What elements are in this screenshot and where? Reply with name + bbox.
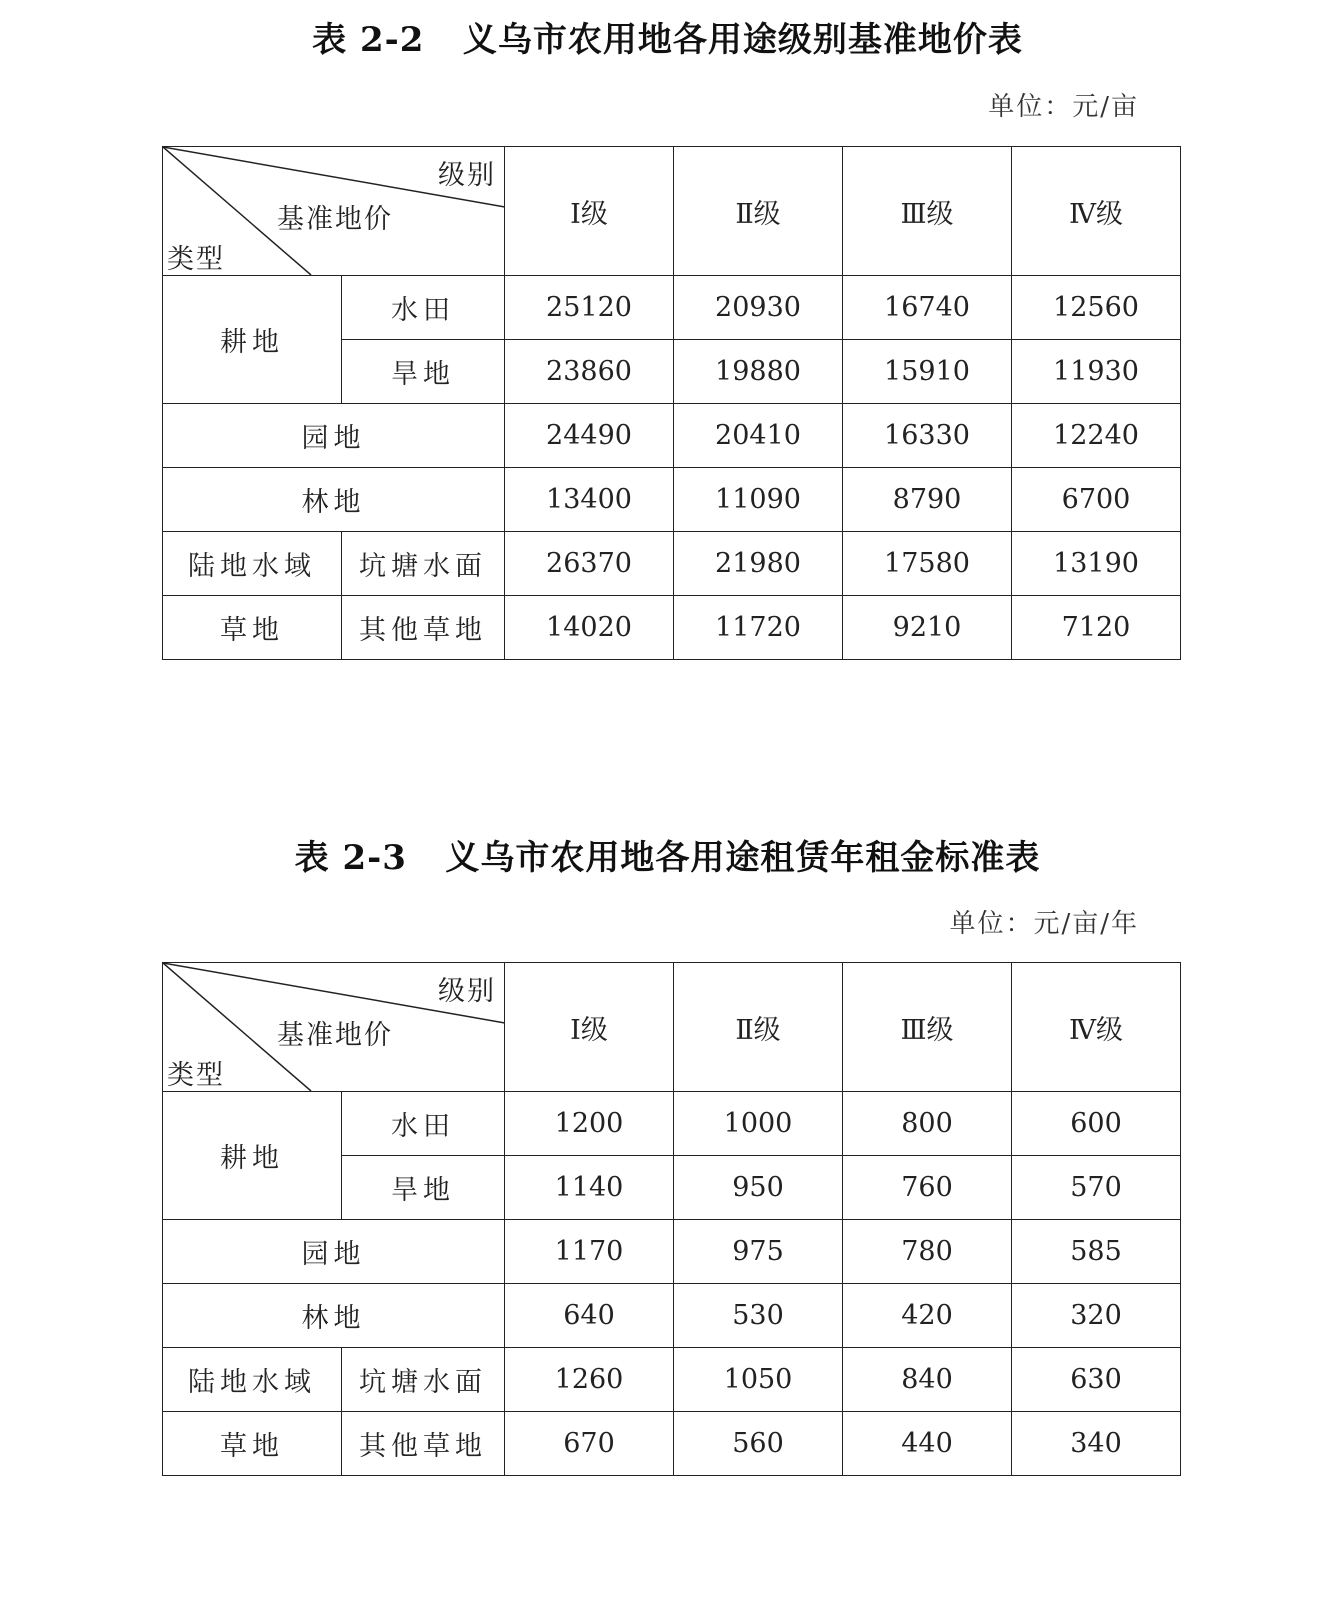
table-row [163,1284,1181,1348]
row-sublabel: 坑塘水面 [342,1348,505,1412]
diag-label-level: 级别 [438,160,496,191]
table-cell: 780 [843,1220,1012,1284]
table-row [163,1092,1181,1156]
rent-table [162,962,1181,1476]
table-cell: 19880 [674,340,843,404]
table-row [163,1220,1181,1284]
table-cell: 16740 [843,276,1012,340]
table-cell: 800 [843,1092,1012,1156]
table-cell: 950 [674,1156,843,1220]
table-cell: 1200 [505,1092,674,1156]
table-cell: 26370 [505,532,674,596]
level-header: Ⅱ级 [674,963,843,1092]
table1-unit: 单位：元/亩 [988,92,1139,122]
table-cell: 320 [1012,1284,1181,1348]
table-cell: 20410 [674,404,843,468]
table-cell: 1050 [674,1348,843,1412]
table-cell: 6700 [1012,468,1181,532]
table-cell: 9210 [843,596,1012,660]
table-row [163,1412,1181,1476]
table-cell: 11090 [674,468,843,532]
table-cell: 560 [674,1412,843,1476]
table-cell: 11720 [674,596,843,660]
table-cell: 1000 [674,1092,843,1156]
header-row [163,963,1181,1092]
diagonal-header-cell [163,147,505,276]
row-sublabel: 水田 [342,1092,505,1156]
diag-label-price: 基准地价 [277,1020,393,1051]
table-cell: 440 [843,1412,1012,1476]
table-cell: 23860 [505,340,674,404]
table-cell: 340 [1012,1412,1181,1476]
level-header: Ⅰ级 [505,147,674,276]
row-label-gengdi: 耕地 [163,1092,342,1220]
diag-label-type: 类型 [167,244,225,275]
diagonal-header-cell [163,963,505,1092]
table-cell: 1140 [505,1156,674,1220]
table-row [163,404,1181,468]
row-sublabel: 旱地 [342,340,505,404]
land-price-table [162,146,1181,660]
table-cell: 11930 [1012,340,1181,404]
table-cell: 570 [1012,1156,1181,1220]
level-header: Ⅲ级 [843,963,1012,1092]
diag-label-level: 级别 [438,976,496,1007]
table2-title: 表 2-3 义乌市农用地各用途租赁年租金标准表 [294,838,1041,878]
table-row [163,468,1181,532]
table-cell: 21980 [674,532,843,596]
row-sublabel: 其他草地 [342,1412,505,1476]
row-sublabel: 坑塘水面 [342,532,505,596]
table-cell: 12240 [1012,404,1181,468]
table-cell: 14020 [505,596,674,660]
table-cell: 530 [674,1284,843,1348]
table-cell: 25120 [505,276,674,340]
row-label: 园地 [163,404,505,468]
table-row [163,532,1181,596]
table-row [163,276,1181,340]
table-cell: 1170 [505,1220,674,1284]
table-cell: 24490 [505,404,674,468]
table-cell: 15910 [843,340,1012,404]
diag-label-price: 基准地价 [277,204,393,235]
table-cell: 760 [843,1156,1012,1220]
table-cell: 640 [505,1284,674,1348]
table-cell: 585 [1012,1220,1181,1284]
table1-title: 表 2-2 义乌市农用地各用途级别基准地价表 [312,20,1023,60]
table-cell: 20930 [674,276,843,340]
table-cell: 17580 [843,532,1012,596]
row-label: 陆地水域 [163,532,342,596]
row-label: 园地 [163,1220,505,1284]
table-cell: 12560 [1012,276,1181,340]
diag-label-type: 类型 [167,1060,225,1091]
table-cell: 630 [1012,1348,1181,1412]
table-cell: 840 [843,1348,1012,1412]
level-header: Ⅳ级 [1012,147,1181,276]
row-sublabel: 旱地 [342,1156,505,1220]
row-label: 林地 [163,468,505,532]
table-row [163,1348,1181,1412]
row-sublabel: 水田 [342,276,505,340]
level-header: Ⅰ级 [505,963,674,1092]
row-label: 草地 [163,596,342,660]
table-cell: 8790 [843,468,1012,532]
table-cell: 7120 [1012,596,1181,660]
row-sublabel: 其他草地 [342,596,505,660]
row-label: 陆地水域 [163,1348,342,1412]
table-cell: 1260 [505,1348,674,1412]
table-cell: 420 [843,1284,1012,1348]
header-row [163,147,1181,276]
table-cell: 16330 [843,404,1012,468]
table-row [163,596,1181,660]
table2-unit: 单位：元/亩/年 [949,909,1139,939]
table-cell: 600 [1012,1092,1181,1156]
level-header: Ⅳ级 [1012,963,1181,1092]
level-header: Ⅲ级 [843,147,1012,276]
table-cell: 975 [674,1220,843,1284]
level-header: Ⅱ级 [674,147,843,276]
table-cell: 13190 [1012,532,1181,596]
row-label: 林地 [163,1284,505,1348]
row-label-gengdi: 耕地 [163,276,342,404]
table-cell: 670 [505,1412,674,1476]
row-label: 草地 [163,1412,342,1476]
table-cell: 13400 [505,468,674,532]
